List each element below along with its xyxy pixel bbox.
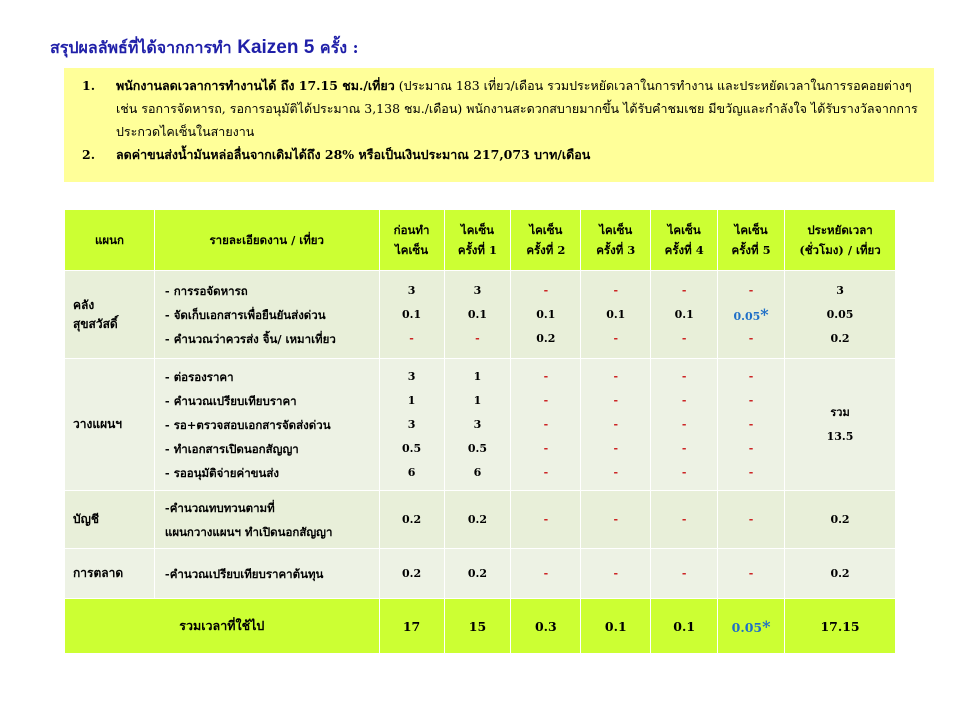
detail-cell [154, 271, 379, 359]
cell-value: - [613, 283, 619, 297]
value-cell [651, 271, 718, 359]
cell-value: - [613, 512, 619, 526]
column-header: ไคเซ็น ครั้งที่ 4 [651, 210, 718, 271]
asterisk-mark: * [760, 304, 769, 324]
column-header: แผนก [65, 210, 155, 271]
cell-value: - [613, 393, 619, 407]
detail-line: -คำนวณเปรียบเทียบราคาต้นทุน [164, 566, 324, 581]
cell-value: - [613, 331, 619, 345]
cell-value: 3 [407, 283, 416, 297]
saving-cell [785, 491, 896, 549]
cell-value: 3 [407, 417, 416, 431]
cell-value: 0.2 [467, 512, 488, 526]
cell-value: - [681, 566, 687, 580]
cell-value: - [543, 512, 549, 526]
cell-value: 1 [473, 393, 482, 407]
detail-line: - รอ+ตรวจสอบเอกสารจัดส่งด่วน [164, 417, 331, 432]
department-cell: การตลาด [65, 549, 155, 599]
cell-value: - [681, 369, 687, 383]
value-cell [511, 359, 581, 491]
cell-value: 1 [407, 393, 416, 407]
cell-value: 0.2 [830, 512, 850, 526]
kaizen-table [64, 209, 896, 654]
cell-value: - [681, 393, 687, 407]
total-value: 0.3 [511, 599, 581, 654]
value-cell [379, 359, 444, 491]
column-header: ไคเซ็น ครั้งที่ 2 [511, 210, 581, 271]
cell-value: - [613, 465, 619, 479]
value-cell [718, 549, 785, 599]
summary-item [82, 74, 920, 143]
total-label: รวมเวลาที่ใช้ไป [65, 599, 380, 654]
summary-item-body [116, 143, 920, 166]
total-value: 17 [379, 599, 444, 654]
table-body [65, 271, 896, 654]
value-cell [651, 491, 718, 549]
table-header-row [65, 210, 896, 271]
total-value-number: 0.05 [731, 619, 763, 635]
column-header: รายละเอียดงาน / เที่ยว [154, 210, 379, 271]
cell-value: - [681, 331, 687, 345]
value-cell [444, 549, 511, 599]
detail-cell [154, 359, 379, 491]
value-cell [581, 359, 651, 491]
cell-value: 3 [407, 369, 416, 383]
cell-value: - [748, 331, 754, 345]
saving-cell [785, 549, 896, 599]
cell-value: 1 [473, 369, 482, 383]
summary-item-number: 1. [82, 78, 96, 93]
summary-item [82, 143, 920, 166]
total-value [718, 599, 785, 654]
cell-value: 0.2 [536, 331, 556, 345]
cell-value: - [748, 369, 754, 383]
cell-value: - [613, 417, 619, 431]
column-header: ไคเซ็น ครั้งที่ 5 [718, 210, 785, 271]
department-cell: คลัง สุขสวัสดิ์ [65, 271, 155, 359]
cell-value: - [543, 465, 549, 479]
cell-value: - [681, 417, 687, 431]
cell-value: - [475, 331, 480, 345]
summary-item-text: (ประมาณ 183 เที่ยว/เดือน รวมประหยัดเวลาในการทำงาน และประหยัดเวลาในการรอคอยต่างๆ เช่น รอการจัดหารถ, รอการอนุมัติได้ประมาณ 3,138 ชม./เดือน) พนักงานสะดวกสบายมากขึ้น ได้รับคำชมเชย มีขวัญและกำลังใจ ได้รับรางวัลจากการประกวดไคเซ็นในสายงาน [116, 78, 918, 139]
cell-value: - [681, 283, 687, 297]
cell-value: - [681, 441, 687, 455]
value-cell [651, 549, 718, 599]
value-cell [511, 549, 581, 599]
detail-cell [154, 549, 379, 599]
cell-value: - [748, 465, 754, 479]
cell-value: 0.2 [467, 566, 488, 580]
cell-value: 0.1 [674, 307, 694, 321]
cell-value: 0.5 [467, 441, 488, 455]
value-cell [379, 271, 444, 359]
detail-cell [154, 491, 379, 549]
total-value: 15 [444, 599, 511, 654]
column-header: ประหยัดเวลา (ชั่วโมง) / เที่ยว [785, 210, 896, 271]
cell-value: 0.05 [826, 307, 854, 321]
value-cell [379, 491, 444, 549]
cell-value: - [409, 331, 414, 345]
table-row [65, 359, 896, 491]
cell-value: 0.5 [401, 441, 422, 455]
cell-value: 0.2 [830, 331, 850, 345]
cell-value: 0.1 [401, 307, 422, 321]
saving-cell [785, 359, 896, 491]
cell-value: 0.1 [536, 307, 556, 321]
value-cell [581, 271, 651, 359]
cell-value: - [748, 512, 754, 526]
cell-value: 3 [473, 283, 482, 297]
column-header: ไคเซ็น ครั้งที่ 1 [444, 210, 511, 271]
department-cell: บัญชี [65, 491, 155, 549]
cell-value: - [748, 441, 754, 455]
summary-item-lead: ลดค่าขนส่งน้ำมันหล่อลื่นจากเดิมได้ถึง 28% หรือเป็นเงินประมาณ 217,073 บาท/เดือน [116, 147, 591, 162]
value-cell [718, 491, 785, 549]
detail-line: - รออนุมัติจ่ายค่าขนส่ง [164, 465, 280, 480]
cell-value: 13.5 [826, 429, 854, 443]
saving-cell [785, 271, 896, 359]
department-cell: วางแผนฯ [65, 359, 155, 491]
cell-value: 0.2 [401, 566, 422, 580]
total-row [65, 599, 896, 654]
cell-value: - [681, 512, 687, 526]
total-value: 0.1 [581, 599, 651, 654]
summary-box [64, 68, 934, 182]
column-header: ก่อนทำ ไคเซ็น [379, 210, 444, 271]
detail-line: แผนกวางแผนฯ ทำเปิดนอกสัญญา [164, 524, 333, 539]
cell-value: - [543, 283, 549, 297]
detail-line: - จัดเก็บเอกสารเพื่อยืนยันส่งด่วน [164, 307, 326, 322]
value-cell [718, 359, 785, 491]
cell-value: - [748, 393, 754, 407]
value-cell [379, 549, 444, 599]
detail-line: - การรอจัดหารถ [164, 283, 248, 298]
summary-item-body [116, 74, 920, 143]
cell-value: - [543, 393, 549, 407]
cell-value [719, 303, 783, 327]
total-value: 17.15 [785, 599, 896, 654]
page-title [50, 36, 358, 60]
value-cell [444, 359, 511, 491]
cell-value: - [748, 417, 754, 431]
cell-value: - [748, 283, 754, 297]
title-suffix: ครั้ง : [319, 38, 359, 57]
detail-line: -คำนวณทบทวนตามที่ [164, 500, 275, 515]
detail-line: - คำนวณเปรียบเทียบราคา [164, 393, 297, 408]
table-row [65, 271, 896, 359]
total-value: 0.1 [651, 599, 718, 654]
cell-value: - [543, 417, 549, 431]
value-cell [511, 271, 581, 359]
table-row [65, 549, 896, 599]
value-cell [651, 359, 718, 491]
cell-value: 0.1 [467, 307, 488, 321]
cell-value: - [543, 369, 549, 383]
cell-value: - [543, 566, 549, 580]
cell-value: 6 [407, 465, 416, 479]
cell-value: - [748, 566, 754, 580]
cell-value: - [681, 465, 687, 479]
value-cell [511, 491, 581, 549]
cell-value: - [613, 566, 619, 580]
cell-value: 0.2 [401, 512, 422, 526]
summary-item-lead: พนักงานลดเวลาการทำงานได้ ถึง 17.15 ชม./เที่ยว [116, 78, 395, 93]
detail-line: - ต่อรองราคา [164, 369, 234, 384]
asterisk-mark: * [762, 616, 771, 636]
cell-value-number: 0.05 [733, 309, 761, 323]
value-cell [444, 491, 511, 549]
cell-value: รวม [830, 405, 850, 419]
value-cell [581, 491, 651, 549]
title-kaizen: Kaizen 5 [237, 37, 315, 58]
value-cell [718, 271, 785, 359]
cell-value: 0.1 [606, 307, 626, 321]
table-row [65, 491, 896, 549]
cell-value: 6 [473, 465, 482, 479]
cell-value: - [613, 441, 619, 455]
value-cell [444, 271, 511, 359]
cell-value: 0.2 [830, 566, 850, 580]
value-cell [581, 549, 651, 599]
column-header: ไคเซ็น ครั้งที่ 3 [581, 210, 651, 271]
cell-value: - [543, 441, 549, 455]
cell-value: 3 [473, 417, 482, 431]
summary-item-number: 2. [82, 147, 96, 162]
cell-value: - [613, 369, 619, 383]
detail-line: - ทำเอกสารเปิดนอกสัญญา [164, 441, 299, 456]
detail-line: - คำนวณว่าควรส่ง จิ้น/ เหมาเที่ยว [164, 331, 336, 346]
title-prefix: สรุปผลลัพธ์ที่ได้จากการทำ [50, 38, 232, 57]
cell-value: 3 [836, 283, 844, 297]
